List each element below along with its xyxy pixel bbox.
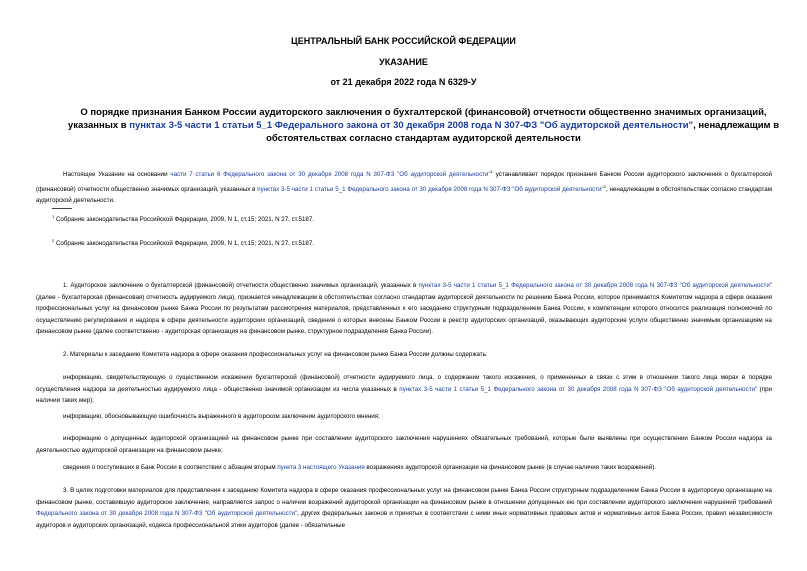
paragraph-2: 2. Материалы к заседанию Комитета надзора в сфере оказания профессиональных услуг на финансовом рынке Банка России должны содержать: (63, 351, 488, 358)
document-title: О порядке признания Банком России аудиторского заключения о бухгалтерской (финансовой) отчетности общественно значимых организаций, указанных в пунктах 3-5 части 1 статьи 5_1 Федерального закона от 30 декабря 2008 года N 307-ФЗ "Об аудиторской деятельности", ненадлежащим в обстоятельствах согласно стандартам аудиторской деятельности (67, 107, 780, 144)
intro-paragraph: Настоящее Указание на основании части 7 статьи 6 Федерального закона от 30 декабря 2008 года N 307-ФЗ "Об аудиторской деятельности"$^1$ устанавливает порядок признания Банком России аудиторского заключения о бухгалтерской (финансовой) отчетности общественно значимых организаций, указанных в пунктах 3-5 части 1 статьи 5_1 Федерального закона от 30 декабря 2008 года N 307-ФЗ "Об аудиторской деятельности"$^2$, ненадлежащим в обстоятельствах согласно стандартам аудиторской деятельности. (36, 169, 772, 205)
p1-law-link[interactable]: пунктах 3-5 части 1 статьи 5_1 Федерального закона от 30 декабря 2008 года N 307-ФЗ "Об аудиторской деятельности" (418, 282, 772, 289)
paragraph-2b: информацию, обосновывающую ошибочность выраженного в аудиторском заключении аудиторского мнения; (63, 413, 380, 420)
intro-law-link-1[interactable]: части 7 статьи 6 Федерального закона от 30 декабря 2008 года N 307-ФЗ "Об аудиторской деятельности" (170, 171, 491, 179)
paragraph-1: 1. Аудиторское заключение о бухгалтерской (финансовой) отчетности общественно значимых организаций, указанных в пунктах 3-5 части 1 статьи 5_1 Федерального закона от 30 декабря 2008 года N 307-ФЗ "Об аудиторской деятельности" (далее - бухгалтерская (финансовая) отчетность аудируемого лица), признается ненадлежащим в обстоятельствах согласно стандартам аудиторской деятельности по решению Банка России, которое принимается Комитетом надзора в сфере оказания профессиональных услуг на финансовом рынке Банка России по результатам рассмотрения материалов, представленных к его заседанию структурным подразделением Банка России, к компетенции которого относится реализация полномочий по осуществлению регулирования и надзора в сфере деятельности аудиторских организаций, сведения о которых внесены Банком России в реестр аудиторских организаций, оказывающих аудиторские услуги общественно значимым организациям на финансовом рынке (далее соответственно - аудиторская организация на финансовом рынке, структурное подразделение Банка России). (36, 282, 772, 336)
document-type: УКАЗАНИЕ (379, 57, 428, 67)
p2a-law-link[interactable]: пунктах 3-5 части 1 статьи 5_1 Федерального закона от 30 декабря 2008 года N 307-ФЗ "Об аудиторской деятельности" (399, 385, 758, 393)
paragraph-2d: сведения о поступивших в Банк России в соответствии с абзацем вторым пункта 3 настоящего Указания возражениях аудиторской организации на финансовом рынке (в случае наличия таких возражений). (63, 464, 656, 471)
p2d-clause-link[interactable]: пункта 3 настоящего Указания (277, 464, 365, 471)
paragraph-3: 3. В целях подготовки материалов для представления к заседанию Комитета надзора в сфере оказания профессиональных услуг на финансовом рынке Банка России структурным подразделением Банка России в аудиторскую организацию на финансовом рынке, составившую аудиторское заключение, направляется запрос о наличии возражений аудиторской организации на финансовом рынке в отношении допущенных ею при составлении аудиторского заключения нарушений требований Федерального закона от 30 декабря 2008 года N 307-ФЗ "Об аудиторской деятельности", других федеральных законов и принятых в соответствии с ними иных нормативных правовых актов и нормативных актов Банка России, правил независимости аудиторов и аудиторских организаций, кодекса профессиональной этики аудиторов (далее - обязательные (36, 487, 772, 529)
paragraph-2c: информацию о допущенных аудиторской организацией на финансовом рынке при составлении аудиторского заключения нарушениях обязательных требований, которые были выявлены при осуществлении Банком России надзора за деятельностью аудиторской организации на финансовом рынке; (36, 435, 772, 454)
bank-name: ЦЕНТРАЛЬНЫЙ БАНК РОССИЙСКОЙ ФЕДЕРАЦИИ (291, 36, 516, 46)
p3-law-link[interactable]: Федерального закона от 30 декабря 2008 года N 307-ФЗ "Об аудиторской деятельности" (36, 510, 298, 518)
intro-law-link-2[interactable]: пунктах 3-5 части 1 статьи 5_1 Федерального закона от 30 декабря 2008 года N 307-ФЗ "Об аудиторской деятельности" (257, 185, 604, 193)
footnote-1: $^1$ Собрание законодательства Российской Федерации, 2009, N 1, ст.15; 2021, N 27, ст.5187. (52, 214, 315, 224)
title-law-link[interactable]: пунктах 3-5 части 1 статьи 5_1 Федерального закона от 30 декабря 2008 года N 307-ФЗ "Об аудиторской деятельности" (129, 120, 694, 131)
footnote-2: $^2$ Собрание законодательства Российской Федерации, 2009, N 1, ст.15; 2021, N 27, ст.5187. (52, 238, 315, 248)
paragraph-2a: информацию, свидетельствующую о существенном искажении бухгалтерской (финансовой) отчетности аудируемого лица, о содержании такого искажения, о примененных в связи с этим в отношении такого лица мерах в порядке осуществления надзора за деятельностью аудируемого лица - общественно значимой организации из числа указанных в пунктах 3-5 части 1 статьи 5_1 Федерального закона от 30 декабря 2008 года N 307-ФЗ "Об аудиторской деятельности" (при наличии таких мер); (36, 374, 772, 405)
footnote-divider (52, 208, 72, 209)
document-date-number: от 21 декабря 2022 года N 6329-У (330, 77, 477, 87)
